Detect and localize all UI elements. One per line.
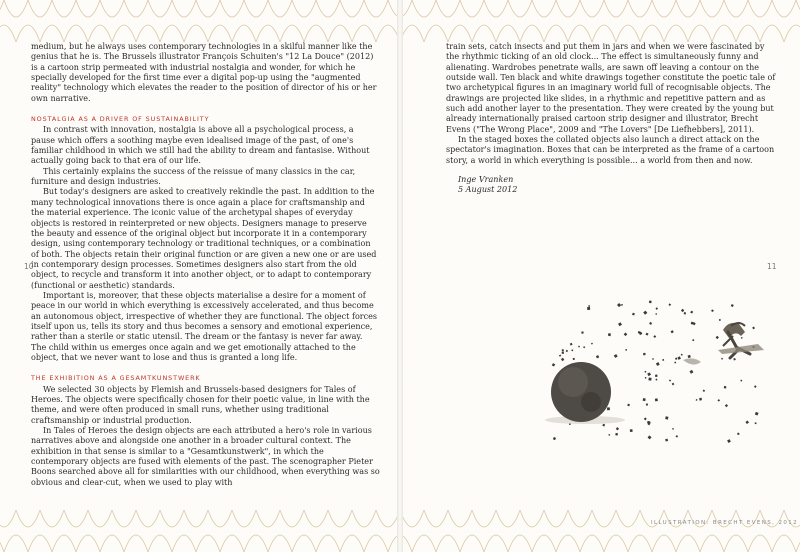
right-page: [403, 0, 800, 552]
paragraph: This certainly explains the success of the reissue of many classics in the car, furniture and design industries.: [31, 166, 356, 187]
ink-illustration: [533, 290, 768, 450]
page-number-right: 11: [767, 262, 777, 271]
signature-date: 5 August 2012: [458, 185, 518, 195]
signature-name: Inge Vranken: [458, 175, 514, 185]
section-heading-nostalgia: NOSTALGIA AS A DRIVER OF SUSTAINABILITY: [31, 115, 210, 124]
illustration-credit: ILLUSTRATION: BRECHT EVENS, 2012: [651, 520, 799, 526]
paragraph: But today's designers are asked to creatively rekindle the past. In addition to the many technological innovations there is once again a place for craftsmanship and the material experience. The iconic value of the archetypal shapes of everyday objects is restored in reinterpreted or new objects. Designers manage to preserve the beauty and essence of the original object but incorporate it in a contemporary design, using contemporary technology or traditional techniques, or a combination of both. The objects retain their original function or are given a new one or are used in contemporary design processes. Sometimes designers also start from the old object, to recycle and transform it into another object, or to adapt to contemporary (functional or aesthetic) standards.: [31, 187, 377, 290]
paragraph: In Tales of Heroes the design objects are each attributed a hero's role in various narratives above and alongside one another in a broader cultural context. The exhibition in that sense is similar to a "Gesamtkunstwerk", in which the contemporary objects are fused with elements of the past. The scenographer Pieter Boons searched above all for similarities with our childhood, when everything was so obvious and clear-cut, when we used to play with: [31, 426, 380, 487]
right-column: [446, 42, 780, 196]
paragraph: In the staged boxes the collated objects also launch a direct attack on the spectator's imagination. Boxes that can be interpreted as the frame of a cartoon story, a world in which everything is possible... a world from then and now.: [446, 135, 775, 165]
section-heading-gesamtkunstwerk: THE EXHIBITION AS A GESAMTKUNSTWERK: [31, 374, 201, 383]
paragraph: In contrast with innovation, nostalgia is above all a psychological process, a pause which offers a soothing maybe even idealised image of the past, of one's familiar childhood in which we still had the ability to dream and fantasise. Without actually going back to that era of our life.: [31, 125, 370, 166]
paragraph: Important is, moreover, that these objects materialise a desire for a moment of peace in our world in which everything is excessively accelerated, and thus become an autonomous object, irrespective of whether they are functional. The object forces itself upon us, tells its story and thus becomes a sensory and emotional experience, rather than a sterile or static utensil. The dream or the fantasy is never far away. The child within us emerges once again and we get emotionally attached to the object, that we never want to lose and thus is granted a long life.: [31, 290, 378, 362]
crouching-figure-icon: [718, 323, 764, 358]
left-column: [31, 42, 380, 488]
intro-paragraph: medium, but he always uses contemporary technologies in a skilful manner like the genius that he is. The Brussels illustrator François Schuiten's "12 La Douce" (2012) is a cartoon strip permeated with industrial nostalgia and wonder, for which he specially developed for the first time ever a digital pop-up using the "augmented reality" technology which elevates the reader to the position of director of his or her own narrative.: [31, 42, 377, 103]
left-page: [0, 0, 397, 552]
paragraph: train sets, catch insects and put them in jars and when we were fascinated by the rhythmic ticking of an old clock... The effect is simultaneously funny and alienating. Wardrobes penetrate walls, are sawn off leaving a contour on the outside wall. Ten black and white drawings together constitute the poetic tale of two archetypical figures in an imaginary world full of recognisable objects. The drawings are projected like slides, in a rhythmic and repetitive pattern and as such add another layer to the presentation. They were created by the young but already internationally praised cartoon strip designer and illustrator, Brecht Evens ("The Wrong Place", 2009 and "The Lovers" [De Liefhebbers], 2011).: [446, 42, 776, 134]
paragraph: We selected 30 objects by Flemish and Brussels-based designers for Tales of Heroes. The objects were specifically chosen for their poetic value, in line with the theme, and were often produced in small runs, whether using traditional craftsmanship or industrial production.: [31, 384, 370, 425]
page-number-left: 10: [24, 262, 34, 271]
